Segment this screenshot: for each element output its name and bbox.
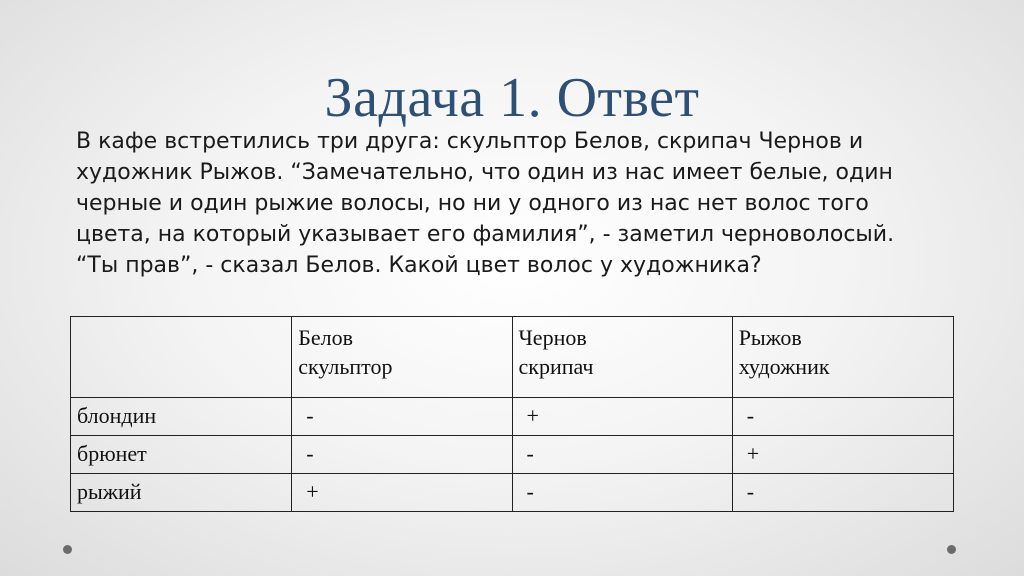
slide-title: Задача 1. Ответ (324, 67, 700, 129)
header-name: Белов (298, 325, 353, 350)
header-cell-belov (292, 317, 512, 398)
row-label: брюнет (71, 436, 292, 474)
problem-text-line: художник Рыжов. “Замечательно, что один из нас имеет белые, один (76, 160, 893, 185)
row-label: блондин (71, 398, 292, 436)
problem-text (76, 126, 996, 281)
table-cell: + (732, 436, 953, 474)
header-cell-ryzhov (732, 317, 953, 398)
row-label: рыжий (71, 474, 292, 512)
decorative-dot-right (947, 545, 956, 554)
table-cell: + (512, 398, 732, 436)
answer-table (70, 316, 954, 512)
header-name: Рыжов (738, 325, 802, 350)
table-header-row (71, 317, 954, 398)
header-cell-chernov (512, 317, 732, 398)
problem-text-line: цвета, на который указывает его фамилия”, - заметил черноволосый. (76, 222, 895, 247)
header-profession: скрипач (518, 354, 594, 379)
table-cell: - (732, 474, 953, 512)
header-profession: скульптор (298, 354, 393, 379)
table-row (71, 474, 954, 512)
problem-text-line: В кафе встретились три друга: скульптор Белов, скрипач Чернов и (76, 129, 864, 154)
header-cell-empty (71, 317, 292, 398)
problem-text-line: черные и один рыжие волосы, но ни у одного из нас нет волос того (76, 191, 869, 216)
table-row (71, 398, 954, 436)
problem-text-line: “Ты прав”, - сказал Белов. Какой цвет волос у художника? (76, 253, 762, 278)
table-cell: - (732, 398, 953, 436)
table-cell: - (512, 436, 732, 474)
header-name: Чернов (518, 325, 587, 350)
table-cell: - (292, 436, 512, 474)
table-row (71, 436, 954, 474)
table-cell: - (512, 474, 732, 512)
table-cell: - (292, 398, 512, 436)
decorative-dot-left (63, 545, 72, 554)
table-cell: + (292, 474, 512, 512)
header-profession: художник (738, 354, 830, 379)
